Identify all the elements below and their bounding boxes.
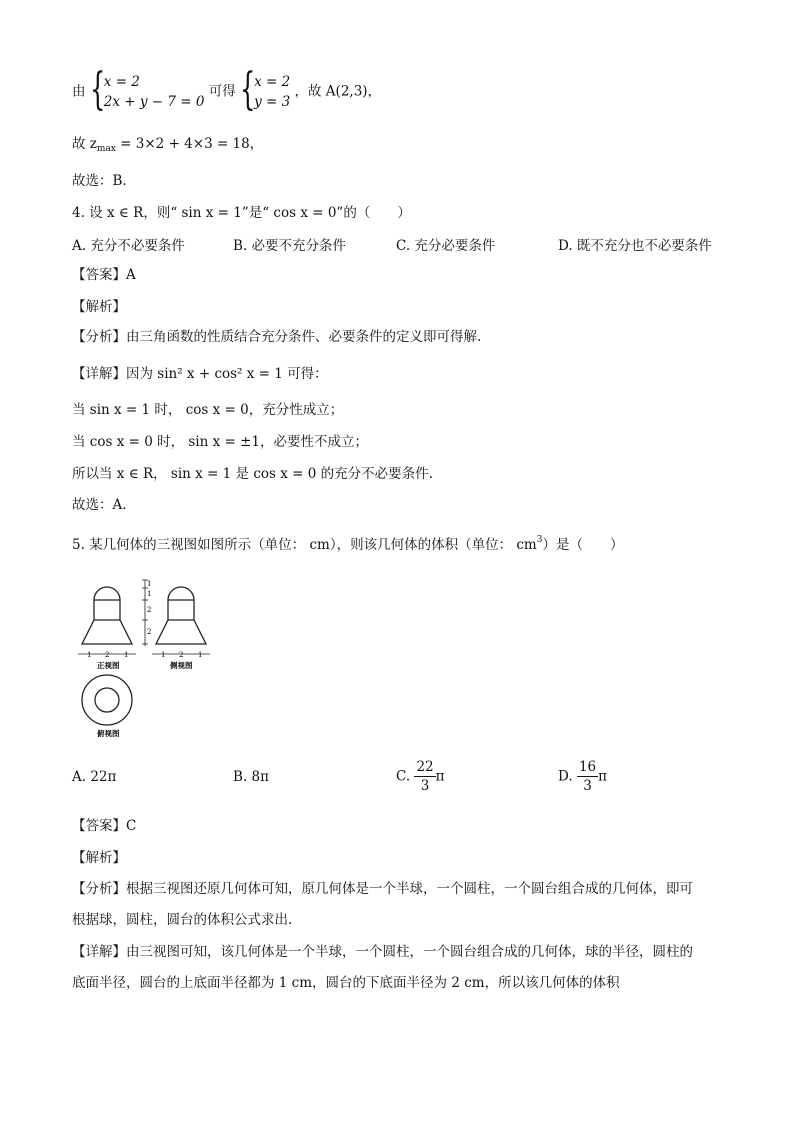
front-view [82, 587, 132, 644]
q5-option-c-fraction [414, 758, 435, 795]
solution-line-system [72, 64, 382, 115]
q5-option-d [558, 758, 607, 795]
q4-step-1: 当 sin x = 1 时， cos x = 0，充分性成立； [72, 402, 344, 418]
zmax-value: = 3×2 + 4×3 = 18， [115, 136, 264, 152]
q5-option-b: B. 8π [233, 769, 269, 785]
q5-text-end: ）是（ ） [542, 537, 624, 553]
q4-step-3: 所以当 x ∈ R， sin x = 1 是 cos x = 0 的充分不必要条件. [72, 466, 433, 482]
q5-option-d-label: D. [558, 768, 573, 785]
zmax-subscript: max [96, 144, 116, 154]
zmax-line [72, 134, 263, 159]
q5-superscript: 3 [536, 535, 543, 545]
q5-option-d-pi: π [598, 768, 607, 785]
side-dim-4: 2 [147, 628, 152, 636]
q5-option-c-denominator: 3 [420, 778, 430, 794]
q5-option-c-pi: π [435, 768, 445, 785]
front-view-label: 正视图 [97, 661, 120, 670]
side-dim-3: 2 [147, 606, 152, 614]
q5-analysis-heading: 【解析】 [72, 850, 126, 866]
side-dim-1: 1 [147, 580, 152, 588]
q5-option-d-denominator: 3 [583, 778, 592, 794]
q4-option-b: B. 必要不充分条件 [233, 238, 347, 254]
q4-step-2: 当 cos x = 0 时， sin x = ±1，必要性不成立； [72, 434, 369, 450]
q5-option-a: A. 22π [72, 769, 117, 785]
q4-detail: 【详解】因为 sin² x + cos² x = 1 可得： [72, 366, 328, 382]
q5-text: 5. 某几何体的三视图如图所示（单位： cm），则该几何体的体积（单位： cm [72, 537, 537, 553]
system1-row2: 2x + y − 7 = 0 [103, 94, 205, 110]
front-dim-2: 2 [105, 651, 110, 659]
q4-analysis: 【分析】由三角函数的性质结合充分条件、必要条件的定义即可得解. [72, 329, 482, 345]
q5-answer: 【答案】C [72, 818, 137, 834]
three-view-figure [72, 570, 222, 740]
side-bottom-dim-3: 1 [198, 651, 203, 659]
q5-analysis-line-1: 【分析】根据三视图还原几何体可知，原几何体是一个半球，一个圆柱，一个圆台组合成的几何体，即可 [72, 881, 693, 897]
q5-option-d-numerator: 16 [578, 759, 597, 775]
equation-system-2: { x = 2 y = 3 [240, 64, 291, 115]
q5-option-d-fraction [577, 758, 598, 795]
answer-b-line: 故选：B. [72, 173, 127, 189]
q5-option-c-numerator: 22 [416, 759, 434, 775]
top-view [82, 675, 132, 725]
side-bottom-dim-2: 2 [179, 651, 184, 659]
q5-detail-line-2: 底面半径，圆台的上底面半径都为 1 cm，圆台的下底面半径为 2 cm，所以该几何体的体积 [72, 975, 620, 991]
q5-option-c [396, 758, 445, 795]
q5-detail-line-1: 【详解】由三视图可知，该几何体是一个半球，一个圆柱，一个圆台组合成的几何体，球的半径，圆柱的 [72, 944, 693, 960]
side-view [156, 587, 206, 644]
q4-option-d: D. 既不充分也不必要条件 [558, 238, 712, 254]
equation-system-1: { x = 2 2x + y − 7 = 0 [89, 64, 205, 115]
question-4: 4. 设 x ∈ R，则“ sin x = 1”是“ cos x = 0”的（ ） [72, 205, 411, 221]
q5-option-c-label: C. [396, 768, 411, 785]
top-view-label: 俯视图 [97, 729, 120, 738]
system2-row1: x = 2 [254, 74, 291, 90]
point-a-text: ，故 A(2,3)， [294, 83, 382, 100]
q4-answer: 【答案】A [72, 267, 136, 283]
q4-option-c: C. 充分必要条件 [396, 238, 496, 254]
q5-analysis-line-2: 根据球，圆柱，圆台的体积公式求出. [72, 912, 293, 928]
system2-row2: y = 3 [254, 94, 291, 110]
text-kede: 可得 [208, 83, 236, 100]
side-dim-2: 1 [147, 590, 152, 598]
text-you: 由 [72, 83, 86, 100]
front-dim-1: 1 [87, 651, 92, 659]
front-dim-3: 1 [124, 651, 129, 659]
side-view-label: 侧视图 [170, 661, 193, 670]
q4-option-a: A. 充分不必要条件 [72, 238, 185, 254]
side-bottom-dim-1: 1 [161, 651, 166, 659]
system1-row1: x = 2 [103, 74, 140, 90]
q4-analysis-heading: 【解析】 [72, 299, 126, 315]
question-5 [72, 530, 623, 555]
q4-choice: 故选：A. [72, 497, 127, 513]
zmax-prefix: 故 z [72, 136, 97, 152]
